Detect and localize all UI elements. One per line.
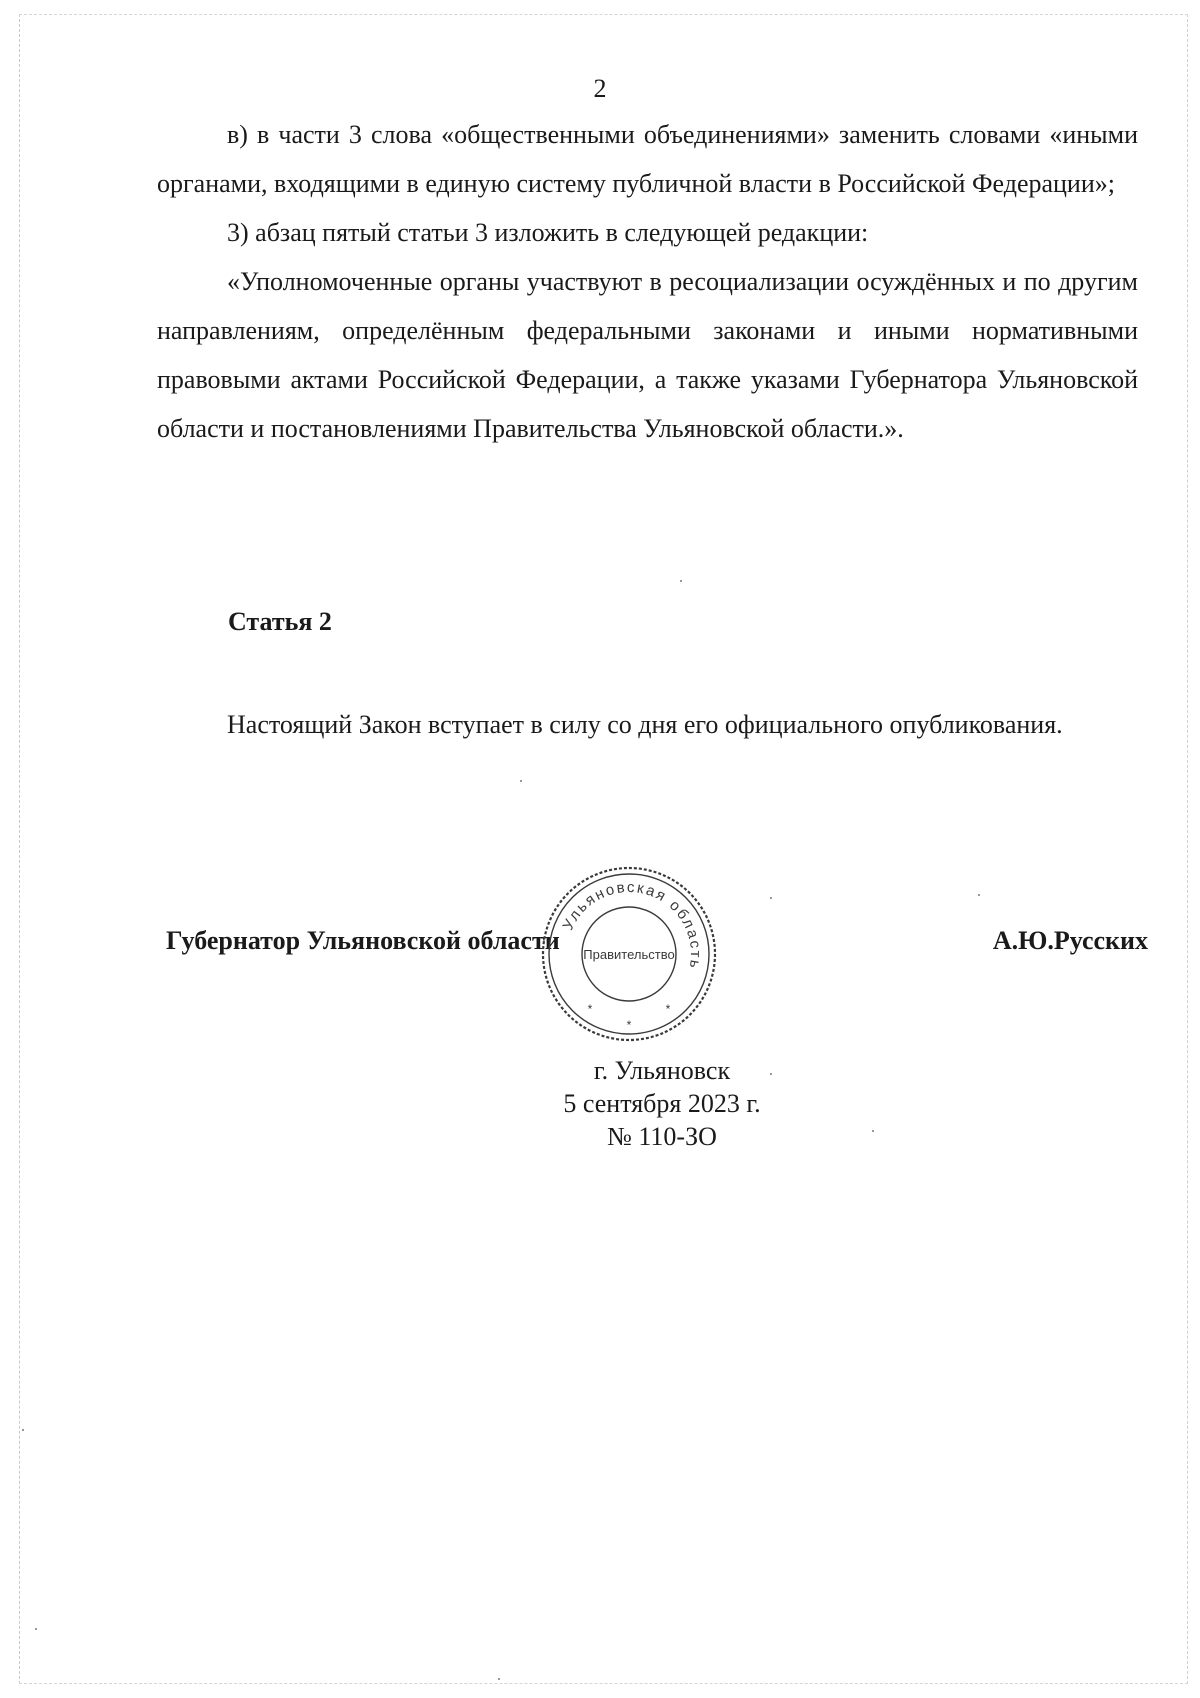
article-body bbox=[157, 700, 1138, 749]
amendment-item-v: в) в части 3 слова «общественными объединениями» заменить словами «иными органами, входящими в единую систему публичной власти в Российской Федерации»; bbox=[157, 120, 1138, 198]
scan-border-bottom bbox=[19, 1683, 1188, 1684]
scan-speck bbox=[770, 897, 772, 899]
date: 5 сентября 2023 г. bbox=[563, 1089, 761, 1118]
scan-speck bbox=[35, 1628, 37, 1630]
law-number: № 110-ЗО bbox=[607, 1122, 717, 1151]
scan-speck bbox=[520, 780, 522, 782]
city: г. Ульяновск bbox=[593, 1056, 731, 1085]
scan-border-top bbox=[19, 14, 1188, 15]
article-heading: Статья 2 bbox=[228, 607, 332, 636]
scan-border-right bbox=[1187, 14, 1188, 1684]
scan-speck bbox=[680, 580, 682, 582]
page-number: 2 bbox=[593, 74, 607, 103]
scan-speck bbox=[22, 1429, 24, 1431]
article-paragraph: Настоящий Закон вступает в силу со дня его официального опубликования. bbox=[227, 710, 1063, 739]
place-date-block bbox=[124, 1054, 1200, 1153]
scan-speck bbox=[978, 894, 980, 896]
stamp-star-icon: * bbox=[626, 1018, 632, 1032]
governor-name: А.Ю.Русских bbox=[992, 926, 1148, 955]
official-stamp bbox=[538, 863, 720, 1045]
stamp-ring-text: Ульяновская область bbox=[559, 878, 705, 972]
amendment-text bbox=[157, 110, 1138, 453]
amendment-item-3: 3) абзац пятый статьи 3 изложить в следующей редакции: bbox=[227, 218, 869, 247]
stamp-center-text: Правительство bbox=[583, 947, 675, 962]
scan-border-left bbox=[19, 14, 20, 1684]
scan-speck bbox=[498, 1678, 500, 1680]
stamp-star-icon: * bbox=[665, 1002, 671, 1016]
governor-title: Губернатор Ульяновской области bbox=[166, 926, 560, 955]
amendment-quoted-text: «Уполномоченные органы участвуют в ресоциализации осуждённых и по другим направлениям, определённым федеральными законами и иными нормативными правовыми актами Российской Федерации, а также указами Губернатора Ульяновской области и постановлениями Правительства Ульяновской области.». bbox=[157, 267, 1138, 443]
stamp-star-icon: * bbox=[587, 1002, 593, 1016]
